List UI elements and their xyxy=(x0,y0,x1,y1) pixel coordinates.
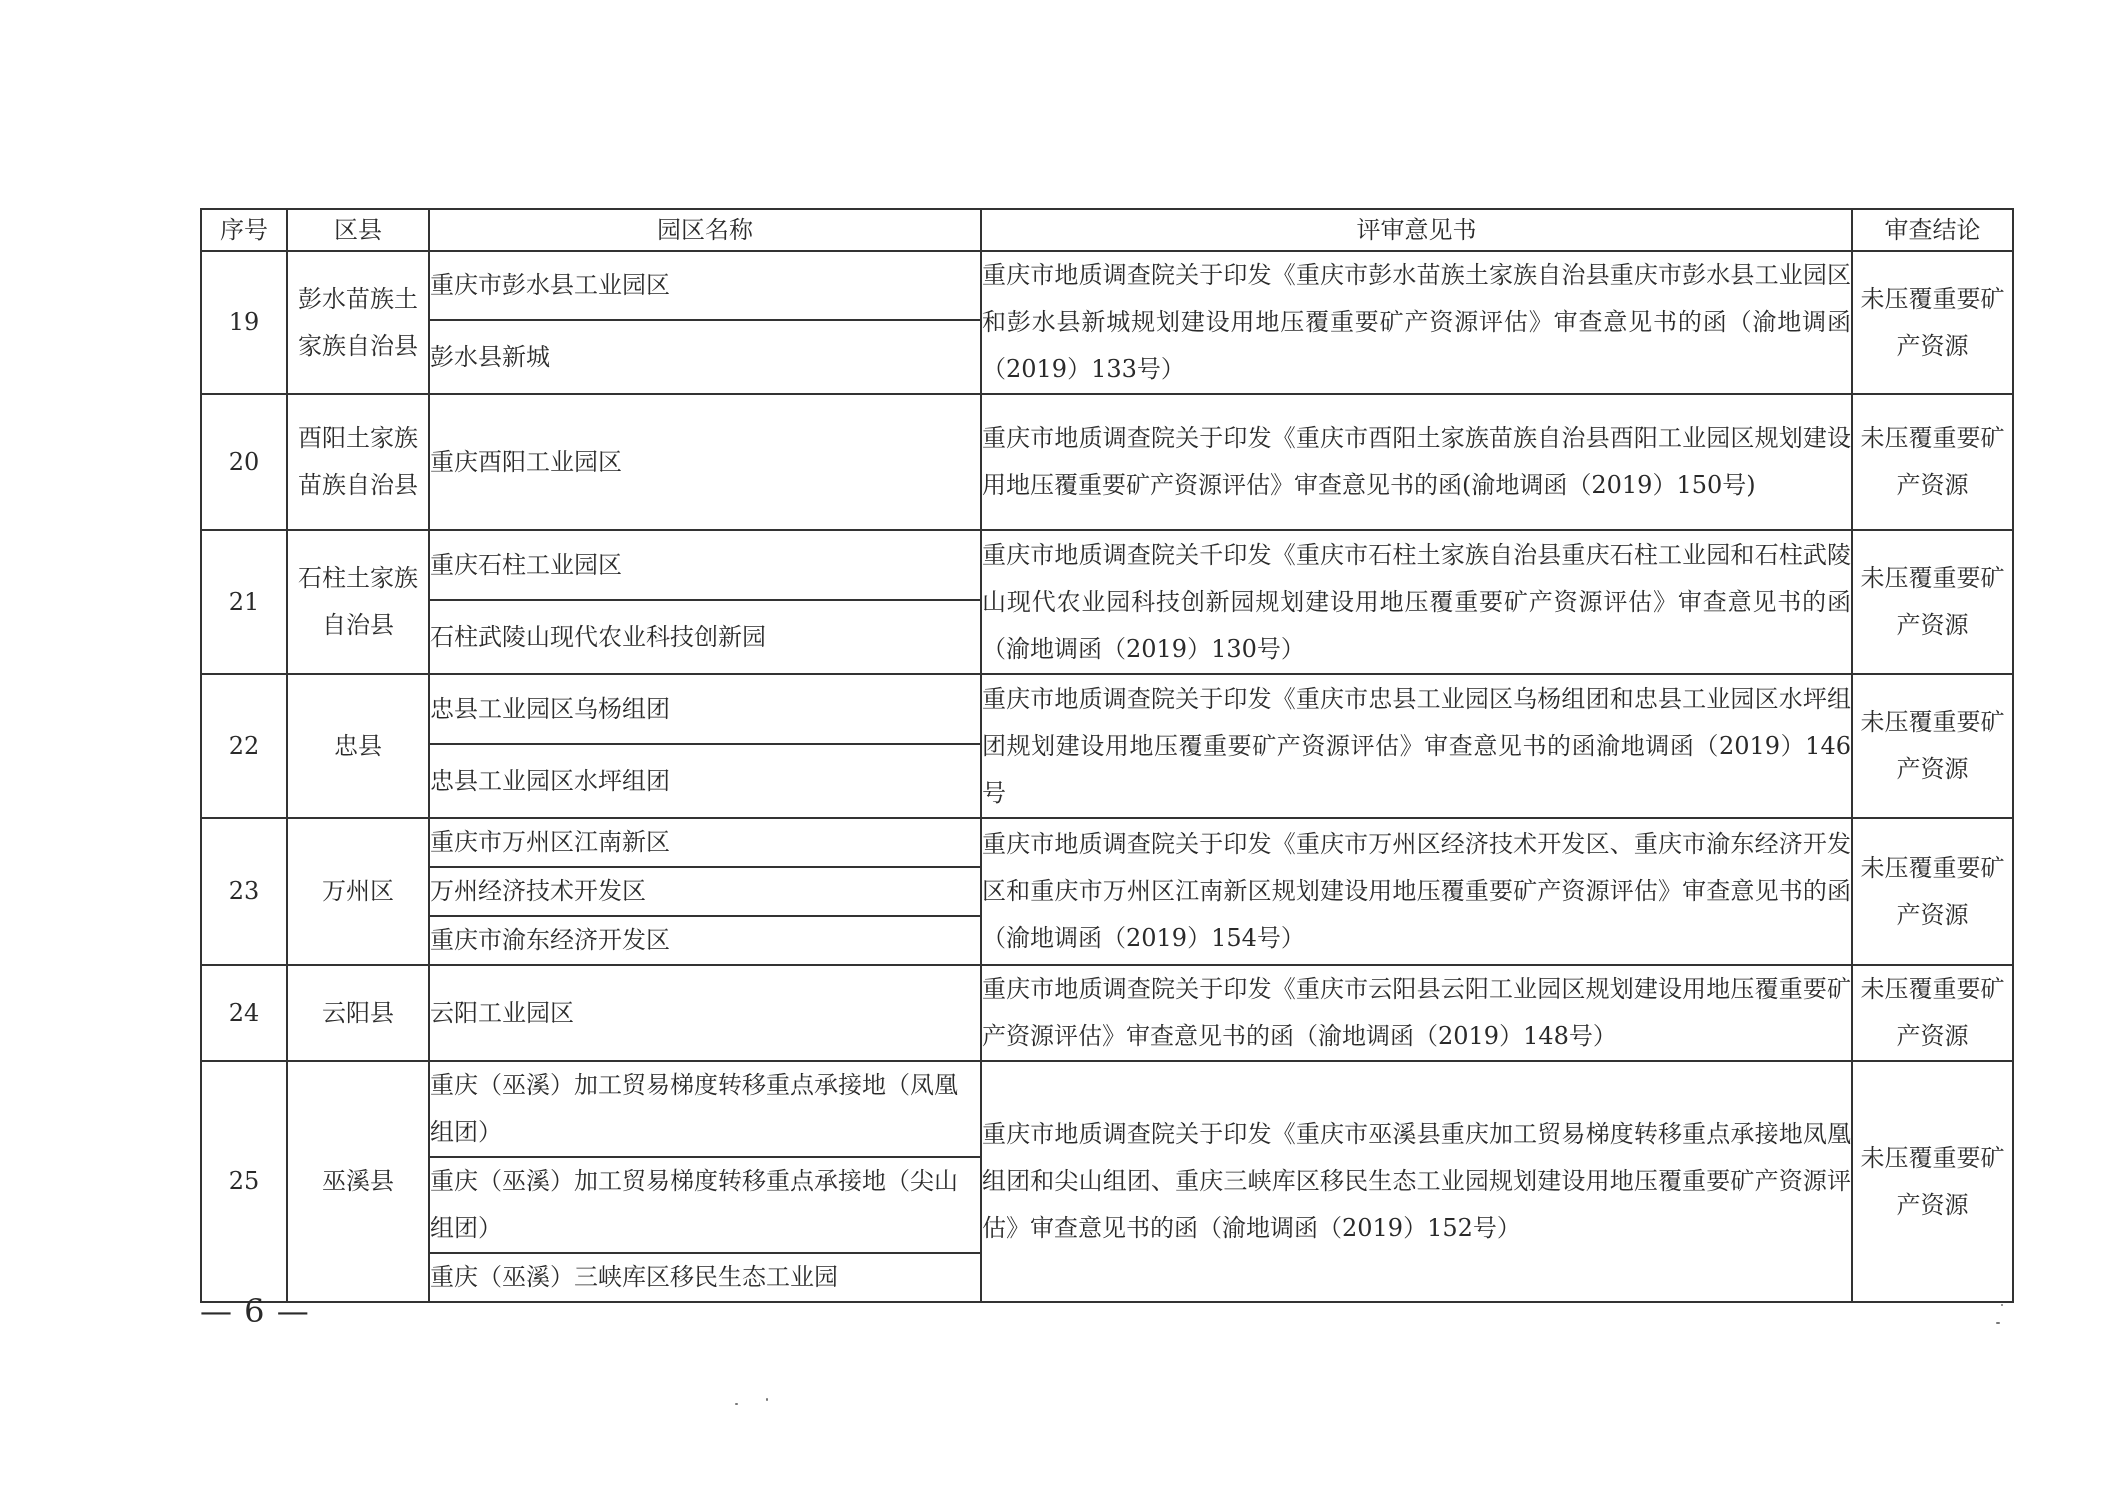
county-cell: 石柱土家族自治县 xyxy=(287,530,429,674)
result-cell: 未压覆重要矿产资源 xyxy=(1852,674,2013,818)
page-number: — 6 — xyxy=(200,1292,310,1330)
result-cell: 未压覆重要矿产资源 xyxy=(1852,530,2013,674)
row-number: 21 xyxy=(201,530,287,674)
review-letter-cell: 重庆市地质调查院关千印发《重庆市石柱土家族自治县重庆石柱工业园和石柱武陵山现代农业园科技创新园规划建设用地压覆重要矿产资源评估》审查意见书的函（渝地调函（2019）130号） xyxy=(981,530,1852,674)
review-letter-cell: 重庆市地质调查院关于印发《重庆市彭水苗族土家族自治县重庆市彭水县工业园区和彭水县新城规划建设用地压覆重要矿产资源评估》审查意见书的函（渝地调函（2019）133号） xyxy=(981,251,1852,394)
scan-speck xyxy=(1996,1322,2000,1324)
row-number: 23 xyxy=(201,818,287,965)
header-park: 园区名称 xyxy=(429,209,981,251)
row-number: 24 xyxy=(201,965,287,1061)
header-result: 审查结论 xyxy=(1852,209,2013,251)
table-row xyxy=(201,818,2013,867)
county-cell: 巫溪县 xyxy=(287,1061,429,1302)
review-letter-cell: 重庆市地质调查院关于印发《重庆市巫溪县重庆加工贸易梯度转移重点承接地凤凰组团和尖山组团、重庆三峡库区移民生态工业园规划建设用地压覆重要矿产资源评估》审查意见书的函（渝地调函（2019）152号） xyxy=(981,1061,1852,1302)
scan-speck xyxy=(2001,1304,2003,1306)
park-name-cell: 重庆市渝东经济开发区 xyxy=(429,916,981,965)
row-number: 22 xyxy=(201,674,287,818)
county-cell: 忠县 xyxy=(287,674,429,818)
park-review-table xyxy=(200,208,2014,1303)
park-name-cell: 重庆酉阳工业园区 xyxy=(429,394,981,530)
table-row xyxy=(201,965,2013,1061)
park-name-cell: 重庆（巫溪）三峡库区移民生态工业园 xyxy=(429,1253,981,1302)
row-number: 19 xyxy=(201,251,287,394)
review-letter-cell: 重庆市地质调查院关于印发《重庆市忠县工业园区乌杨组团和忠县工业园区水坪组团规划建设用地压覆重要矿产资源评估》审查意见书的函渝地调函（2019）146号 xyxy=(981,674,1852,818)
review-letter-cell: 重庆市地质调查院关于印发《重庆市云阳县云阳工业园区规划建设用地压覆重要矿产资源评估》审查意见书的函（渝地调函（2019）148号） xyxy=(981,965,1852,1061)
park-name-cell: 重庆（巫溪）加工贸易梯度转移重点承接地（尖山组团） xyxy=(429,1157,981,1253)
park-name-cell: 彭水县新城 xyxy=(429,320,981,394)
county-cell: 万州区 xyxy=(287,818,429,965)
park-name-cell: 重庆（巫溪）加工贸易梯度转移重点承接地（凤凰组团） xyxy=(429,1061,981,1157)
park-name-cell: 重庆市彭水县工业园区 xyxy=(429,251,981,320)
result-cell: 未压覆重要矿产资源 xyxy=(1852,1061,2013,1302)
park-name-cell: 石柱武陵山现代农业科技创新园 xyxy=(429,600,981,674)
park-name-cell: 忠县工业园区乌杨组团 xyxy=(429,674,981,744)
table-row xyxy=(201,530,2013,600)
review-letter-cell: 重庆市地质调查院关于印发《重庆市万州区经济技术开发区、重庆市渝东经济开发区和重庆市万州区江南新区规划建设用地压覆重要矿产资源评估》审查意见书的函（渝地调函（2019）154号） xyxy=(981,818,1852,965)
result-cell: 未压覆重要矿产资源 xyxy=(1852,251,2013,394)
header-county: 区县 xyxy=(287,209,429,251)
park-name-cell: 重庆石柱工业园区 xyxy=(429,530,981,600)
county-cell: 彭水苗族土家族自治县 xyxy=(287,251,429,394)
table-row xyxy=(201,394,2013,530)
scan-speck xyxy=(735,1403,738,1405)
county-cell: 酉阳土家族苗族自治县 xyxy=(287,394,429,530)
scan-speck xyxy=(766,1398,768,1401)
review-letter-cell: 重庆市地质调查院关于印发《重庆市酉阳土家族苗族自治县酉阳工业园区规划建设用地压覆重要矿产资源评估》审查意见书的函(渝地调函（2019）150号) xyxy=(981,394,1852,530)
table-header-row xyxy=(201,209,2013,251)
park-name-cell: 重庆市万州区江南新区 xyxy=(429,818,981,867)
result-cell: 未压覆重要矿产资源 xyxy=(1852,394,2013,530)
result-cell: 未压覆重要矿产资源 xyxy=(1852,965,2013,1061)
header-review: 评审意见书 xyxy=(981,209,1852,251)
result-cell: 未压覆重要矿产资源 xyxy=(1852,818,2013,965)
row-number: 20 xyxy=(201,394,287,530)
header-no: 序号 xyxy=(201,209,287,251)
county-cell: 云阳县 xyxy=(287,965,429,1061)
park-name-cell: 云阳工业园区 xyxy=(429,965,981,1061)
park-name-cell: 忠县工业园区水坪组团 xyxy=(429,744,981,818)
table-row xyxy=(201,674,2013,744)
park-name-cell: 万州经济技术开发区 xyxy=(429,867,981,916)
row-number: 25 xyxy=(201,1061,287,1302)
table-row xyxy=(201,1061,2013,1157)
table-row xyxy=(201,251,2013,320)
